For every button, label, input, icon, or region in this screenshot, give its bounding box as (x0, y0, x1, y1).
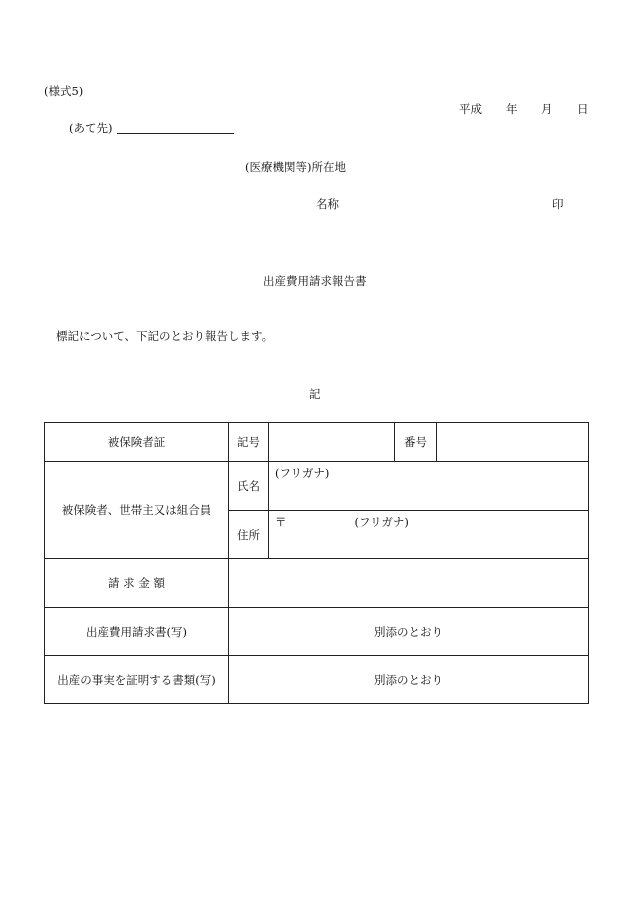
report-table (44, 422, 589, 704)
intro-text: 標記について、下記のとおり報告します。 (56, 329, 274, 343)
address-furigana-label: (フリガナ) (354, 515, 409, 529)
claim-amount-label: 請 求 金 額 (45, 559, 229, 608)
date-year: 年 (506, 102, 518, 116)
addressee-label: (あて先) (69, 121, 113, 135)
number-label: 番号 (395, 423, 437, 462)
name-field-label: 氏名 (229, 462, 269, 511)
symbol-field[interactable] (269, 423, 395, 462)
claim-amount-field[interactable] (229, 559, 589, 608)
table-row (45, 423, 589, 462)
address-field[interactable] (269, 511, 589, 559)
date-month: 月 (541, 102, 553, 116)
address-field-label: 住所 (229, 511, 269, 559)
date-era: 平成 (459, 102, 482, 116)
name-field[interactable] (269, 462, 589, 511)
insured-person-label: 被保険者、世帯主又は組合員 (45, 462, 229, 559)
document-title: 出産費用請求報告書 (263, 274, 367, 288)
claim-form-label: 出産費用請求書(写) (45, 608, 229, 656)
birth-proof-value: 別添のとおり (229, 656, 589, 704)
postal-mark: 〒 (275, 515, 287, 529)
birth-proof-label: 出産の事実を証明する書類(写) (45, 656, 229, 704)
addressee-blank-line[interactable] (117, 133, 234, 134)
seal-mark: 印 (552, 197, 564, 211)
location-label: (医療機関等)所在地 (245, 160, 346, 174)
ki-heading: 記 (309, 387, 321, 401)
table-row (45, 559, 589, 608)
table-row (45, 462, 589, 511)
table-row (45, 656, 589, 704)
symbol-label: 記号 (229, 423, 269, 462)
date-day: 日 (577, 102, 589, 116)
claim-form-value: 別添のとおり (229, 608, 589, 656)
form-number: (様式5) (44, 84, 84, 98)
number-field[interactable] (437, 423, 589, 462)
insurance-card-label: 被保険者証 (45, 423, 229, 462)
name-label: 名称 (316, 197, 339, 211)
name-furigana-label: (フリガナ) (275, 466, 330, 480)
table-row (45, 608, 589, 656)
